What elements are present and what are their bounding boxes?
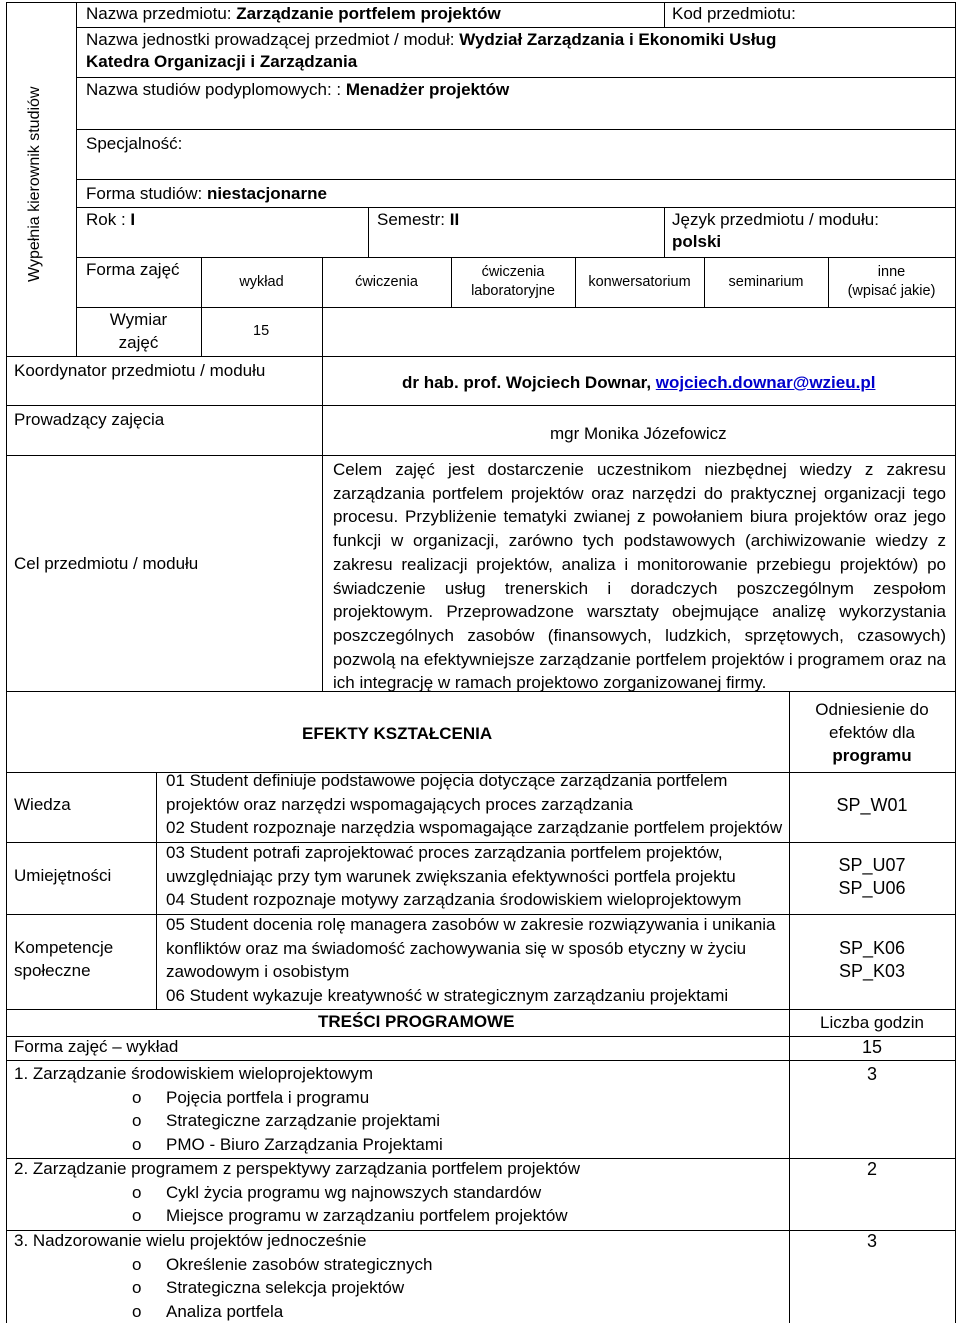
instructors-label: Prowadzący zajęcia — [14, 410, 165, 429]
studies-value: Menadżer projektów — [345, 80, 510, 99]
topic-item: Strategiczne zarządzanie projektami — [166, 1111, 441, 1130]
coordinator-name: dr hab. prof. Wojciech Downar, — [402, 373, 656, 392]
semester-label: Semestr: — [377, 210, 450, 229]
ref-competence-2: SP_K03 — [838, 961, 906, 981]
study-form-label: Forma studiów: — [86, 184, 207, 203]
outcome-line: 03 Student potrafi zaprojektować proces zarządzania portfelem projektów, — [166, 843, 723, 862]
ref-header-3: programu — [832, 746, 912, 765]
goal-line: funkcji w organizacji, zarówno tych podstawowych (archiwizowanie wiedzy z — [333, 531, 946, 551]
program-title: TREŚCI PROGRAMOWE — [318, 1012, 515, 1031]
category-competence-1: Kompetencje — [14, 938, 114, 957]
year-label: Rok : — [86, 210, 131, 229]
subject-code-label: Kod przedmiotu: — [672, 4, 796, 23]
subject-name: Zarządzanie portfelem projektów — [236, 4, 501, 23]
outcomes-title: EFEKTY KSZTAŁCENIA — [302, 724, 493, 743]
goal-label: Cel przedmiotu / modułu — [14, 554, 199, 573]
dimension-label-2: zajęć — [118, 333, 159, 352]
goal-line: zarządzania portfelem projektów oraz narzędzi do praktycznej organizacji tego — [333, 483, 946, 503]
category-knowledge: Wiedza — [14, 795, 71, 814]
category-skills: Umiejętności — [14, 866, 112, 885]
coordinator-label: Koordynator przedmiotu / modułu — [14, 361, 266, 380]
bullet-icon: o — [132, 1134, 142, 1154]
topic-item: Miejsce programu w zarządzaniu portfelem projektów — [166, 1206, 568, 1225]
unit-value-2: Katedra Organizacji i Zarządzania — [86, 52, 358, 71]
bullet-icon: o — [132, 1206, 142, 1225]
outcome-line: 06 Student wykazuje kreatywność w strategicznym zarządzaniu projektami — [166, 985, 729, 1005]
studies-row — [86, 80, 509, 100]
subject-name-label: Nazwa przedmiotu: — [86, 4, 237, 23]
topic-item: Analiza portfela — [166, 1301, 284, 1321]
lecture-hours: 15 — [253, 323, 270, 339]
year-value: I — [130, 210, 136, 229]
coordinator-email-link[interactable]: wojciech.downar@wzieu.pl — [655, 373, 876, 392]
outcome-line: projektów oraz narzędzi wspomagających proces zarządzania — [166, 794, 633, 814]
outcome-line: 04 Student rozpoznaje motywy zarządzania środowiskiem wieloprojektowym — [166, 890, 742, 909]
goal-line: pozwolą na efektywniejsze zarządzanie portfelem projektów i programem oraz na — [333, 649, 946, 669]
form-row-label: Forma zajęć – wykład — [14, 1037, 179, 1056]
language-value: polski — [672, 232, 722, 251]
col-seminar: seminarium — [728, 274, 804, 290]
semester-row — [377, 210, 459, 230]
bullet-icon: o — [132, 1111, 142, 1130]
goal-line: świadczenie usług trenerskich i doradczych poszczególnym zespołom — [333, 578, 946, 598]
ref-header-1: Odniesienie do — [815, 700, 929, 719]
bullet-icon: o — [132, 1301, 142, 1321]
study-form-row — [86, 184, 327, 204]
goal-line: ich integrację w ramach projektowo zorganizowanej firmy. — [333, 673, 767, 693]
topic-title: 3. Nadzorowanie wielu projektów jednocześnie — [14, 1231, 367, 1250]
category-competence-2: społeczne — [14, 961, 91, 980]
language-label: Język przedmiotu / modułu: — [672, 210, 879, 229]
outcome-line: 01 Student definiuje podstawowe pojęcia dotyczące zarządzania portfelem — [166, 771, 728, 790]
unit-row — [86, 30, 776, 50]
topic-item: Określenie zasobów strategicznych — [166, 1254, 433, 1274]
sidebar-label: Wypełnia kierownik studiów — [26, 86, 43, 282]
col-exercises: ćwiczenia — [355, 274, 418, 290]
goal-line: Celem zajęć jest dostarczenie uczestnikom niezbędnej wiedzy z zakresu — [333, 460, 946, 479]
dimension-label-1: Wymiar — [109, 310, 168, 329]
studies-label: Nazwa studiów podyplomowych: : — [86, 80, 346, 99]
col-lab-2: laboratoryjne — [471, 283, 555, 299]
bullet-icon: o — [132, 1278, 142, 1297]
col-lecture: wykład — [239, 274, 284, 290]
topic-hours: 3 — [866, 1231, 877, 1251]
form-row-hours: 15 — [861, 1037, 883, 1057]
goal-line: projektowym. Przeprowadzone warsztaty obejmujące analizę wykorzystania — [333, 602, 946, 622]
topic-item: Strategiczna selekcja projektów — [166, 1278, 405, 1297]
outcome-line: konfliktów oraz ma świadomość zachowywania się w sposób etyczny w życiu — [166, 938, 747, 958]
unit-value-1: Wydział Zarządzania i Ekonomiki Usług — [459, 30, 777, 49]
outcome-line: 05 Student docenia rolę managera zasobów w zakresie rozwiązywania i unikania — [166, 915, 776, 934]
col-other-1: inne — [877, 264, 906, 280]
bullet-icon: o — [132, 1087, 142, 1107]
study-form-value: niestacjonarne — [206, 184, 327, 203]
topic-item: Pojęcia portfela i programu — [166, 1087, 370, 1107]
coordinator-row — [402, 373, 875, 393]
col-other-2: (wpisać jakie) — [847, 283, 936, 299]
ref-competence-1: SP_K06 — [838, 938, 906, 958]
class-form-label: Forma zajęć — [86, 260, 180, 279]
unit-label: Nazwa jednostki prowadzącej przedmiot / moduł: — [86, 30, 460, 49]
topic-title: 1. Zarządzanie środowiskiem wieloprojektowym — [14, 1064, 374, 1083]
outcome-line: uwzględniając przy tym warunek zwiększania efektywności portfela projektu — [166, 866, 736, 886]
hours-header: Liczba godzin — [820, 1013, 924, 1032]
ref-skills-1: SP_U07 — [838, 855, 906, 875]
topic-hours: 3 — [866, 1064, 877, 1084]
bullet-icon: o — [132, 1254, 142, 1274]
ref-knowledge: SP_W01 — [836, 795, 908, 815]
subject-name-row — [86, 4, 501, 24]
semester-value: II — [449, 210, 460, 229]
specialty-label: Specjalność: — [86, 134, 183, 153]
goal-line: zakresu realizacji projektów, analiza i monitorowanie przebiegu projektów) po — [333, 554, 946, 574]
instructor-name: mgr Monika Józefowicz — [550, 424, 727, 443]
outcome-line: 02 Student rozpoznaje narzędzia wspomagające zarządzanie portfelem projektów — [166, 818, 783, 837]
goal-line: procesu. Przybliżenie tematyki zwianej z powołaniem biura projektów oraz jego — [333, 507, 946, 527]
goal-line: poszczególnych zasobów (finansowych, ludzkich, sprzętowych, czasowych) — [333, 625, 946, 645]
ref-skills-2: SP_U06 — [838, 878, 906, 898]
topic-hours: 2 — [866, 1159, 877, 1179]
year-row — [86, 210, 135, 230]
col-lab-1: ćwiczenia — [481, 264, 545, 280]
topic-item: PMO - Biuro Zarządzania Projektami — [166, 1134, 443, 1154]
bullet-icon: o — [132, 1182, 142, 1202]
topic-title: 2. Zarządzanie programem z perspektywy zarządzania portfelem projektów — [14, 1159, 580, 1178]
outcome-line: zawodowym i osobistym — [166, 962, 350, 981]
topic-item: Cykl życia programu wg najnowszych standardów — [166, 1182, 542, 1202]
col-conversatory: konwersatorium — [588, 274, 691, 290]
ref-header-2: efektów dla — [829, 723, 915, 742]
